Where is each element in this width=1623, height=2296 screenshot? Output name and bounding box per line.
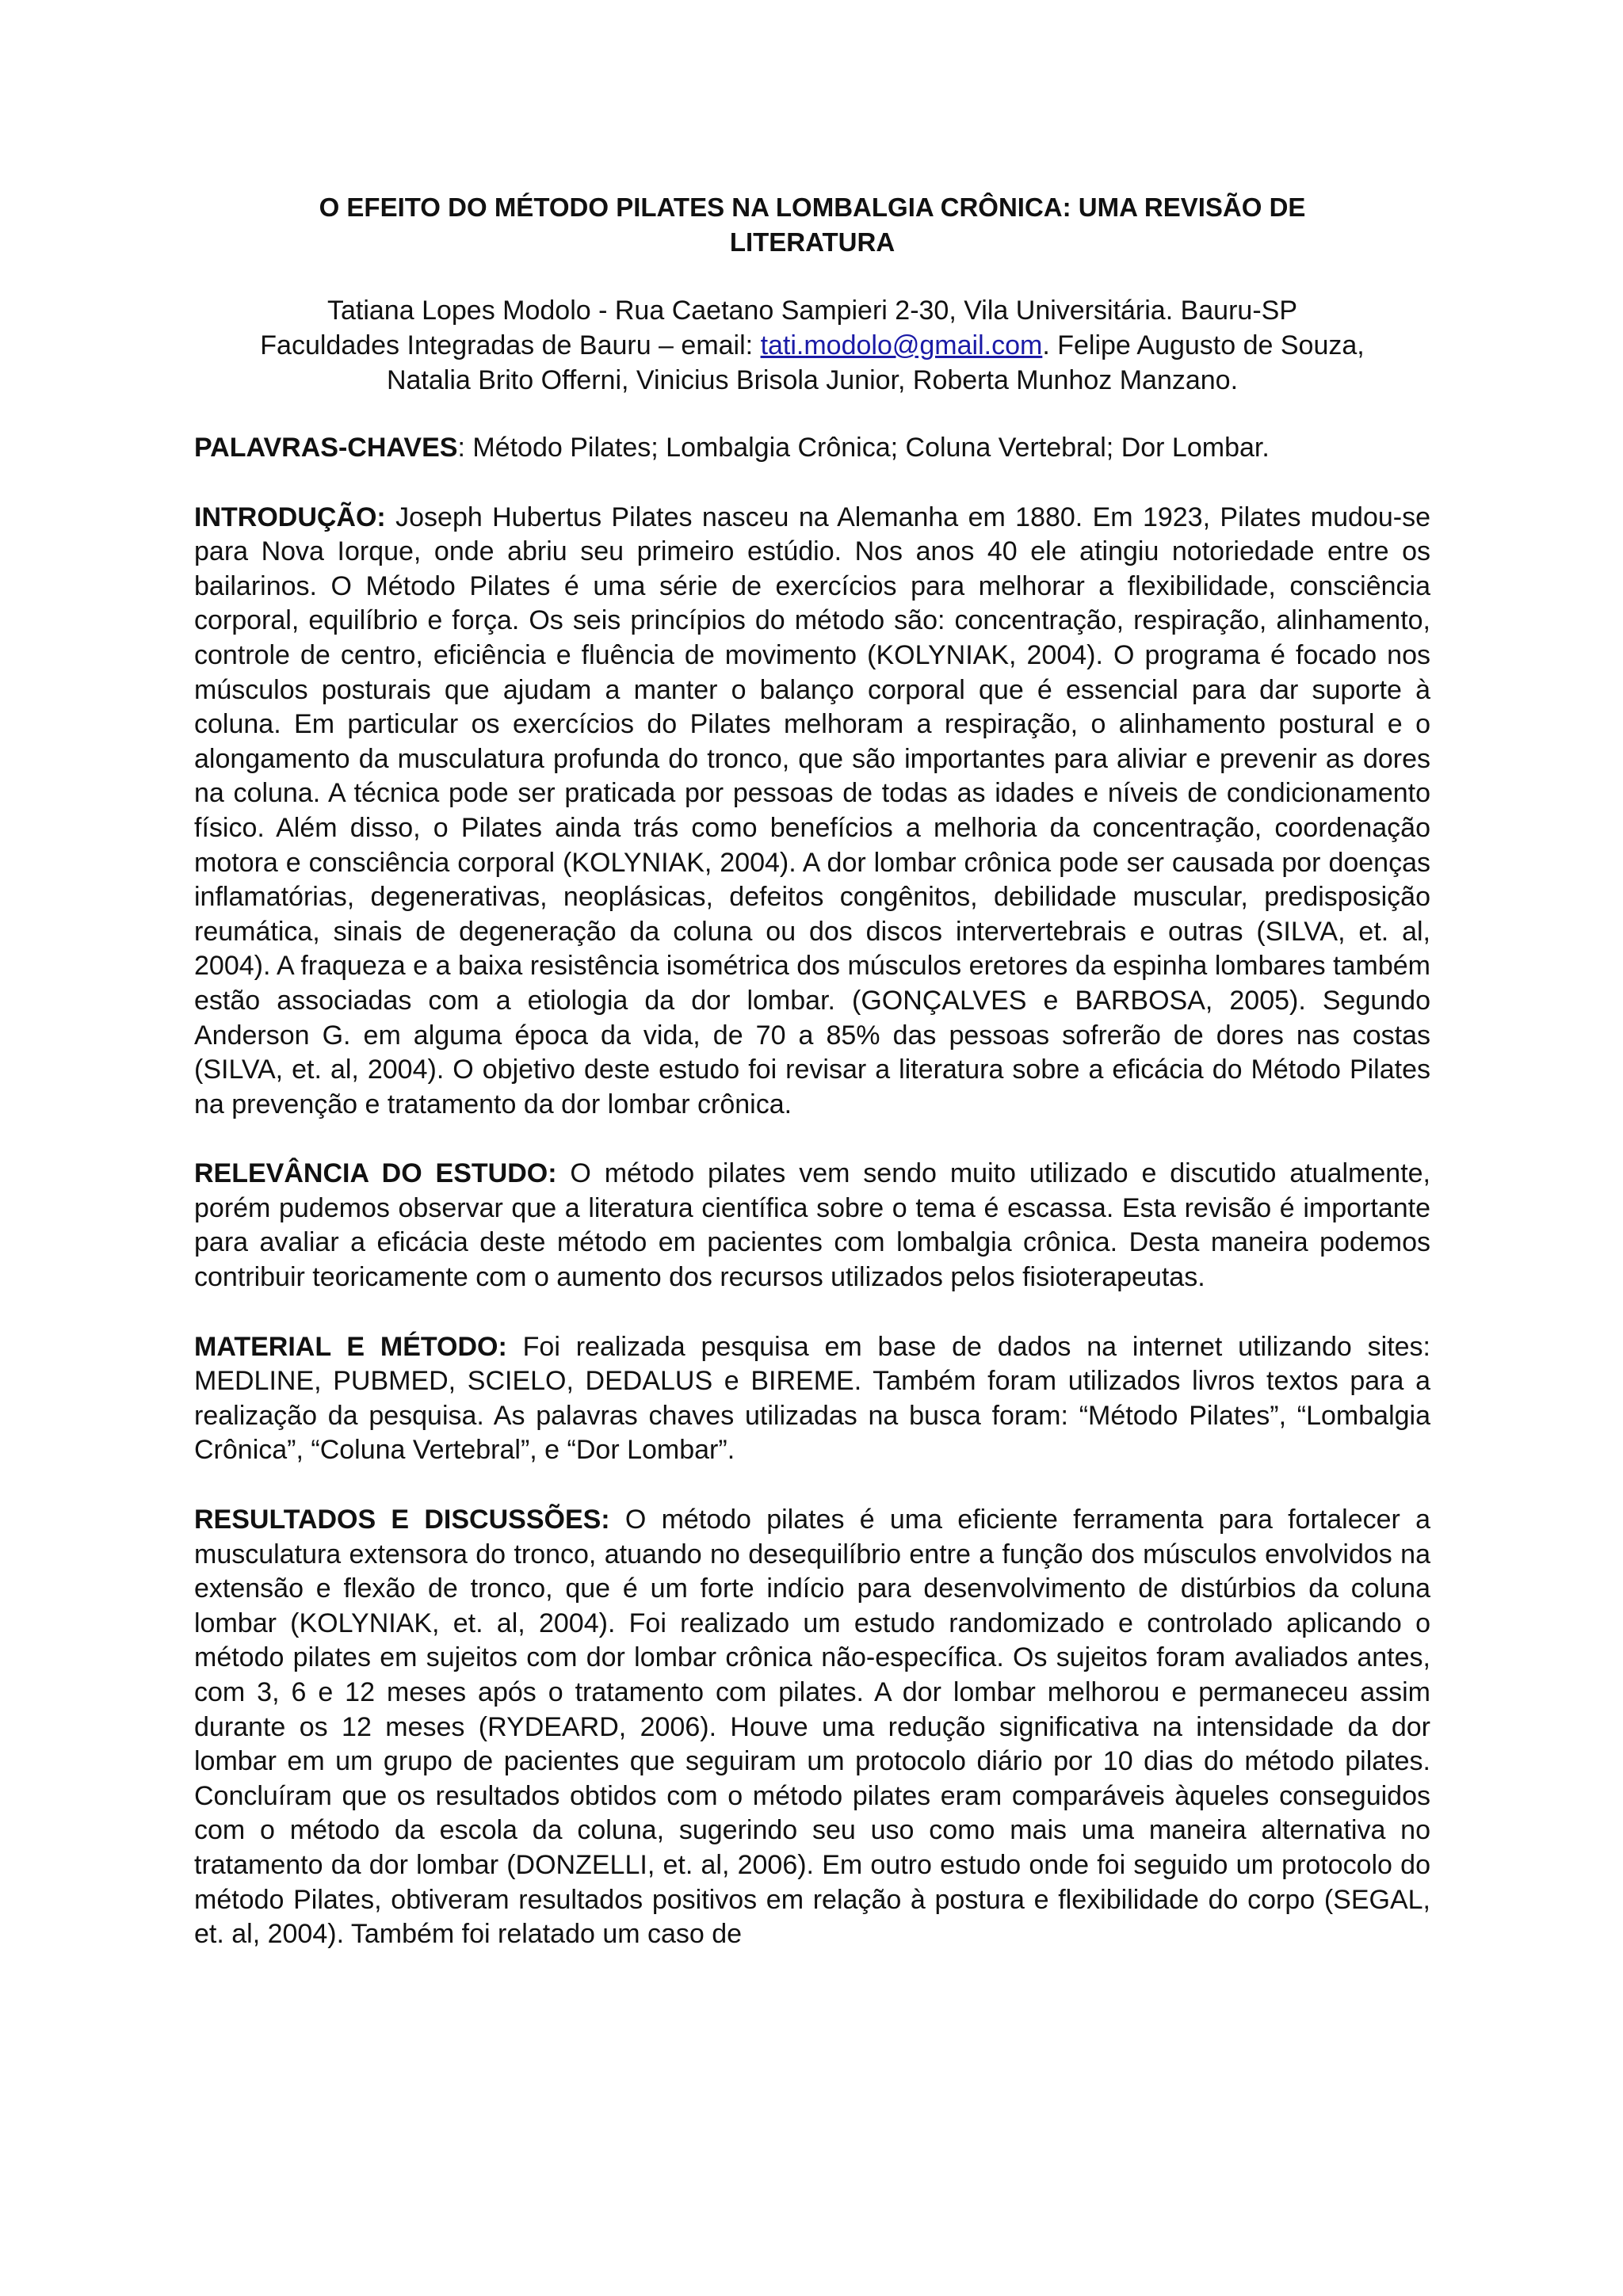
- author-line-2: [194, 328, 1430, 363]
- author-block: [194, 293, 1430, 398]
- results-paragraph: [194, 1503, 1430, 1952]
- title-line-2: LITERATURA: [729, 227, 896, 257]
- relevance-heading: RELEVÂNCIA DO ESTUDO:: [194, 1158, 557, 1189]
- introduction-heading: INTRODUÇÃO:: [194, 502, 386, 532]
- keywords-paragraph: [194, 431, 1430, 466]
- methods-paragraph: [194, 1330, 1430, 1468]
- document-title: [194, 190, 1430, 260]
- keywords-text: : Método Pilates; Lombalgia Crônica; Coluna Vertebral; Dor Lombar.: [457, 433, 1270, 463]
- introduction-paragraph: [194, 501, 1430, 1123]
- author-line-3: Natalia Brito Offerni, Vinicius Brisola Junior, Roberta Munhoz Manzano.: [386, 365, 1239, 395]
- keywords-heading: PALAVRAS-CHAVES: [194, 433, 458, 463]
- coauthor-text: . Felipe Augusto de Souza,: [1042, 330, 1365, 360]
- document-page: [194, 190, 1430, 1987]
- title-line-1: O EFEITO DO MÉTODO PILATES NA LOMBALGIA CRÔNICA: UMA REVISÃO DE: [319, 193, 1306, 222]
- introduction-text: Joseph Hubertus Pilates nasceu na Alemanha em 1880. Em 1923, Pilates mudou-se para Nova Iorque, onde abriu seu primeiro estúdio. Nos anos 40 ele atingiu notoriedade entre os bailarinos. O Método Pilates é uma série de exercícios para melhorar a flexibilidade, consciência corporal, equilíbrio e força. Os seis princípios do método são: concentração, respiração, alinhamento, controle de centro, eficiência e fluência de movimento (KOLYNIAK, 2004). O programa é focado nos músculos posturais que ajudam a manter o balanço corporal que é essencial para dar suporte à coluna. Em particular os exercícios do Pilates melhoram a respiração, o alinhamento postural e o alongamento da musculatura profunda do tronco, que são importantes para aliviar e prevenir as dores na coluna. A técnica pode ser praticada por pessoas de todas as idades e níveis de condicionamento físico. Além disso, o Pilates ainda trás como benefícios a melhoria da concentração, coordenação motora e consciência corporal (KOLYNIAK, 2004). A dor lombar crônica pode ser causada por doenças inflamatórias, degenerativas, neoplásicas, defeitos congênitos, debilidade muscular, predisposição reumática, sinais de degeneração da coluna ou dos discos intervertebrais e outras (SILVA, et. al, 2004). A fraqueza e a baixa resistência isométrica dos músculos eretores da espinha lombares também estão associadas com a etiologia da dor lombar. (GONÇALVES e BARBOSA, 2005). Segundo Anderson G. em alguma época da vida, de 70 a 85% das pessoas sofrerão de dores nas costas (SILVA, et. al, 2004). O objetivo deste estudo foi revisar a literatura sobre a eficácia do Método Pilates na prevenção e tratamento da dor lombar crônica.: [194, 502, 1430, 1119]
- methods-text: Foi realizada pesquisa em base de dados na internet utilizando sites: MEDLINE, PUBMED, SCIELO, DEDALUS e BIREME. Também foram utilizados livros textos para a realização da pesquisa. As palavras chaves utilizadas na busca foram: “Método Pilates”, “Lombalgia Crônica”, “Coluna Vertebral”, e “Dor Lombar”.: [194, 1331, 1430, 1466]
- methods-heading: MATERIAL E MÉTODO:: [194, 1331, 507, 1362]
- relevance-text: O método pilates vem sendo muito utilizado e discutido atualmente, porém pudemos observar que a literatura científica sobre o tema é escassa. Esta revisão é importante para avaliar a eficácia deste método em pacientes com lombalgia crônica. Desta maneira podemos contribuir teoricamente com o aumento dos recursos utilizados pelos fisioterapeutas.: [194, 1158, 1430, 1293]
- relevance-paragraph: [194, 1157, 1430, 1295]
- results-text: O método pilates é uma eficiente ferramenta para fortalecer a musculatura extensora do tronco, atuando no desequilíbrio entre a função dos músculos envolvidos na extensão e flexão de tronco, que é um forte indício para desenvolvimento de distúrbios da coluna lombar (KOLYNIAK, et. al, 2004). Foi realizado um estudo randomizado e controlado aplicando o método pilates em sujeitos com dor lombar crônica não-específica. Os sujeitos foram avaliados antes, com 3, 6 e 12 meses após o tratamento com pilates. A dor lombar melhorou e permaneceu assim durante os 12 meses (RYDEARD, 2006). Houve uma redução significativa na intensidade da dor lombar em um grupo de pacientes que seguiram um protocolo diário por 10 dias do método pilates. Concluíram que os resultados obtidos com o método pilates eram comparáveis àqueles conseguidos com o método da escola da coluna, sugerindo seu uso como mais uma maneira alternativa no tratamento da dor lombar (DONZELLI, et. al, 2006). Em outro estudo onde foi seguido um protocolo do método Pilates, obtiveram resultados positivos em relação à postura e flexibilidade do corpo (SEGAL, et. al, 2004). Também foi relatado um caso de: [194, 1505, 1430, 1950]
- institution-text: Faculdades Integradas de Bauru – email:: [260, 330, 761, 360]
- author-line-1: Tatiana Lopes Modolo - Rua Caetano Sampieri 2-30, Vila Universitária. Bauru-SP: [327, 296, 1298, 326]
- results-heading: RESULTADOS E DISCUSSÕES:: [194, 1505, 610, 1535]
- email-link[interactable]: tati.modolo@gmail.com: [760, 330, 1043, 360]
